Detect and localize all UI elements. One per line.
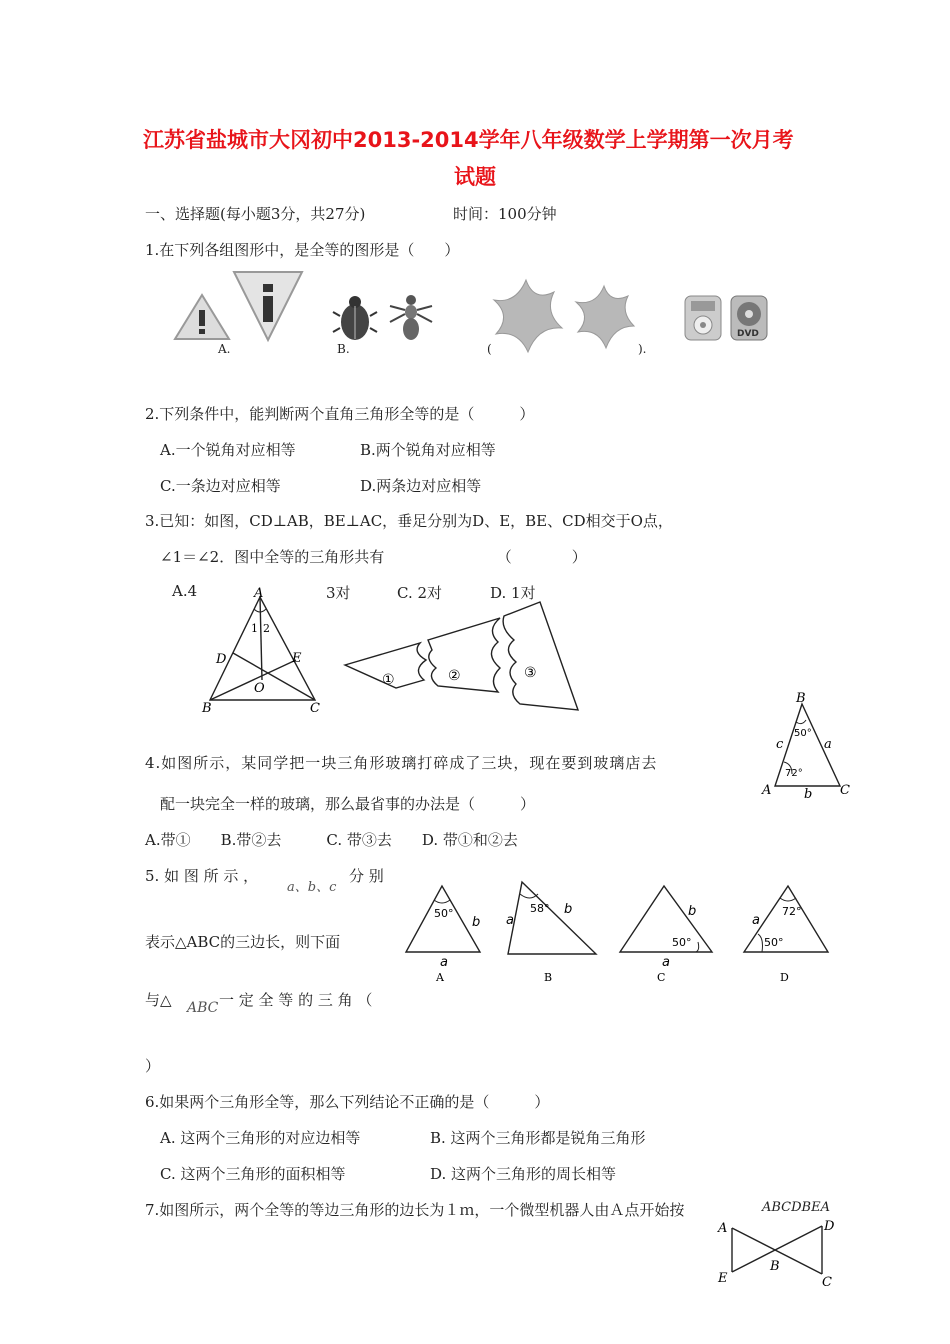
exam-time: 时间：100分钟 (453, 205, 557, 223)
q7-point-a: A (718, 1221, 728, 1236)
q4-tri-angle-b: 50° (794, 728, 812, 739)
q2-stem: 2.下列条件中，能判断两个直角三角形全等的是（ ） (145, 405, 535, 423)
q3-option-b: 3对 (326, 584, 351, 602)
q5-c-side-b: b (688, 904, 697, 919)
q4-stem-line2: 配一块完全一样的玻璃，那么最省事的办法是（ ） (160, 795, 536, 813)
q5-abc: ABC (187, 1000, 219, 1016)
media-player-icon (682, 294, 724, 342)
q7-point-e: E (718, 1271, 728, 1286)
q2-option-b: B.两个锐角对应相等 (360, 441, 496, 459)
q5-d-angle-bottom: 50° (764, 936, 784, 949)
q3-stem-line1: 3.已知：如图，CD⊥AB，BE⊥AC，垂足分别为D、E，BE、CD相交于O点， (145, 512, 673, 530)
q6-option-d: D. 这两个三角形的周长相等 (430, 1165, 617, 1183)
q4-tri-angle-a: 72° (785, 768, 803, 779)
q5-option-d-triangle (738, 880, 838, 990)
q3-point-o: O (254, 681, 265, 696)
q7-point-d: D (824, 1219, 835, 1234)
q4-broken-glass-figure (340, 600, 590, 710)
q5-option-b-label: B (544, 971, 553, 984)
q7-bowtie-figure (712, 1216, 842, 1296)
q4-piece-2: ② (448, 668, 461, 684)
q5-option-c-label: C (657, 971, 666, 984)
q3-option-c: C. 2对 (397, 584, 443, 602)
q2-option-c: C.一条边对应相等 (160, 477, 281, 495)
q3-point-e: E (292, 651, 302, 666)
q5-a-side-b: b (472, 915, 481, 930)
q1-label-a: A. (218, 342, 231, 356)
info-triangle-large-icon (232, 270, 304, 342)
q7-path: ABCDBEA (762, 1200, 830, 1215)
q5-option-b-triangle (500, 876, 610, 986)
q5-d-side-a: a (752, 913, 760, 928)
q5-line2: 表示△ABC的三边长，则下面 (145, 933, 341, 951)
beetle-icon (332, 292, 378, 342)
q2-option-a: A.一个锐角对应相等 (160, 441, 296, 459)
q1-label-c: ( (487, 342, 492, 356)
star-large-icon (488, 276, 568, 356)
q3-triangle-figure (200, 585, 340, 715)
q5-line3a: 与△ (145, 991, 172, 1009)
q7-point-b: B (770, 1259, 780, 1274)
q4-tri-a-side: a (824, 737, 832, 752)
q3-point-c: C (310, 701, 320, 716)
q5-d-angle-top: 72° (782, 905, 802, 918)
q4-reference-triangle (760, 690, 860, 800)
star-small-icon (570, 282, 640, 352)
section-heading: 一、选择题(每小题3分，共27分) (145, 205, 366, 223)
q4-tri-a: A (762, 783, 772, 798)
q5-option-a-label: A (436, 971, 444, 984)
page-title-line2: 试题 (454, 165, 496, 189)
q5-option-a-triangle (400, 880, 490, 990)
q4-piece-3: ③ (524, 665, 537, 681)
q6-option-a: A. 这两个三角形的对应边相等 (160, 1129, 361, 1147)
q4-tri-c-side: c (776, 737, 784, 752)
page-title: 江苏省盐城市大冈初中2013-2014学年八年级数学上学期第一次月考 (143, 128, 794, 152)
q5-line4: ） (145, 1057, 161, 1075)
q6-option-c: C. 这两个三角形的面积相等 (160, 1165, 346, 1183)
q5-b-side-a: b (564, 902, 573, 917)
q3-angle-2: 2 (263, 622, 270, 635)
q4-tri-b: B (796, 691, 806, 706)
q3-stem-line2: ∠1＝∠2．图中全等的三角形共有 （ ） (160, 548, 587, 566)
q5-b-angle: 58° (530, 902, 550, 915)
ant-icon (386, 292, 436, 342)
q5-a-angle: 50° (434, 907, 454, 920)
q3-angle-1: 1 (251, 622, 258, 635)
q7-stem: 7.如图所示，两个全等的等边三角形的边长为１ｍ，一个微型机器人由Ａ点开始按 (145, 1201, 685, 1219)
q4-tri-b-side: b (804, 787, 813, 802)
q5-c-angle: 50° (672, 936, 692, 949)
q7-point-c: C (822, 1275, 832, 1290)
q6-stem: 6.如果两个三角形全等，那么下列结论不正确的是（ ） (145, 1093, 550, 1111)
q1-label-b: B. (337, 342, 350, 356)
warning-triangle-small-icon (172, 292, 232, 342)
q1-stem: 1.在下列各组图形中，是全等的图形是（ ） (145, 241, 460, 259)
q2-option-d: D.两条边对应相等 (360, 477, 482, 495)
q1-label-d: ). (638, 342, 647, 356)
q5-line3b: 一 定 全 等 的 三 角 （ (219, 991, 373, 1009)
q3-option-d: D. 1对 (490, 584, 536, 602)
svg-text:DVD: DVD (737, 329, 759, 339)
q5-line1b: 分 别 (349, 867, 384, 885)
dvd-icon (728, 294, 770, 342)
q5-a-side-a: a (440, 955, 448, 970)
q3-point-b: B (202, 701, 212, 716)
q5-option-d-label: D (780, 971, 789, 984)
q5-vars: a、b、c (287, 880, 337, 895)
q4-piece-1: ① (382, 672, 395, 688)
q4-options: A.带① B.带②去 C. 带③去 D. 带①和②去 (145, 831, 518, 849)
q5-c-side-a: a (662, 955, 670, 970)
q3-point-d: D (216, 652, 227, 667)
q5-b-side-b: a (506, 913, 514, 928)
q5-line1: 5. 如 图 所 示 ， (145, 867, 259, 885)
q6-option-b: B. 这两个三角形都是锐角三角形 (430, 1129, 646, 1147)
q3-option-a: A.4 (172, 582, 198, 600)
q5-option-c-triangle (612, 880, 722, 990)
q4-tri-c: C (840, 783, 850, 798)
q3-point-a: A (254, 586, 264, 601)
q4-stem-line1: 4.如图所示，某同学把一块三角形玻璃打碎成了三块，现在要到玻璃店去 (145, 754, 658, 772)
